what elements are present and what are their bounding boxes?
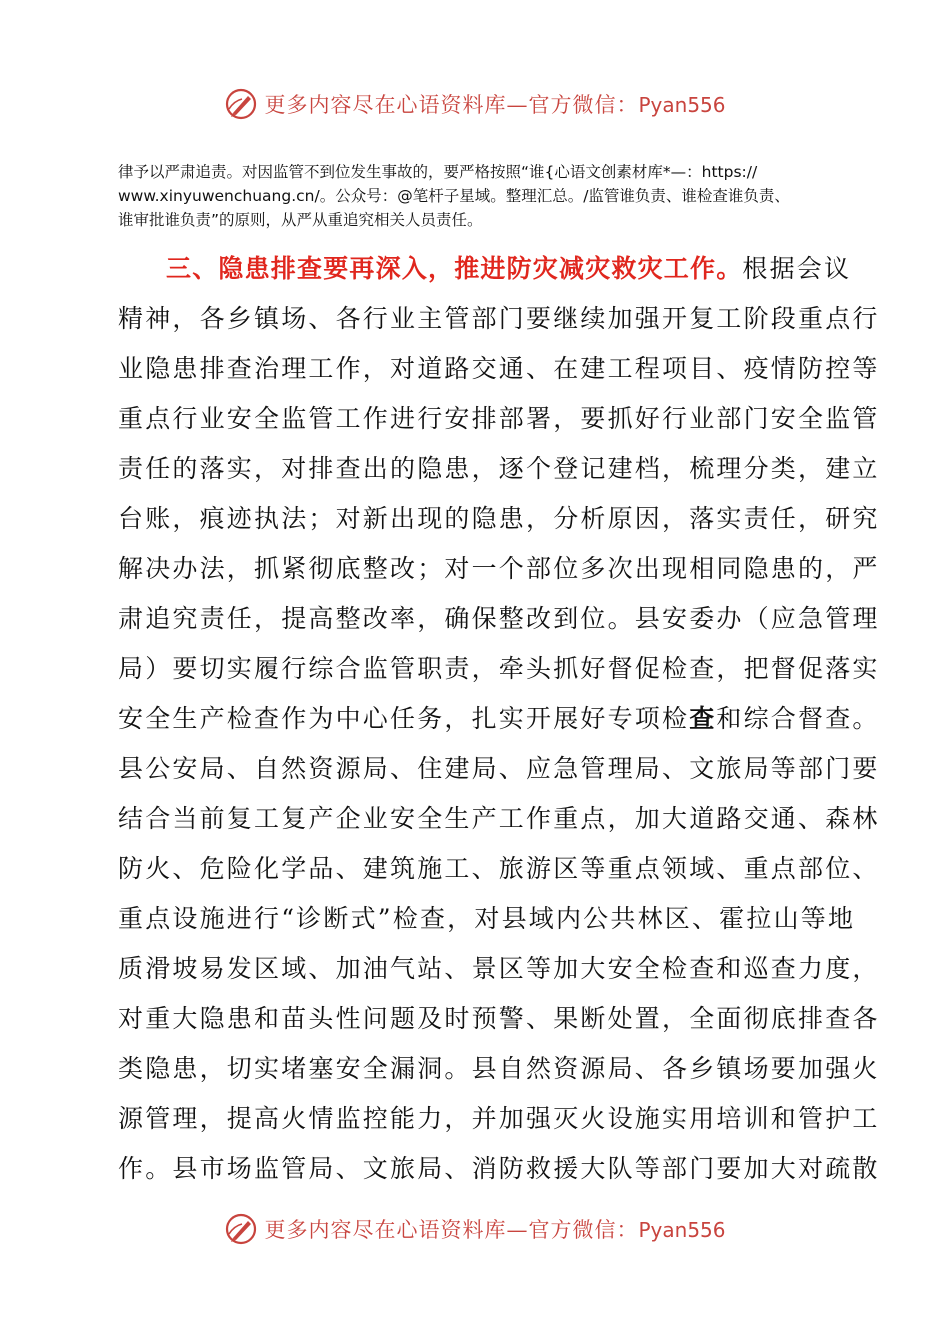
- body-line: 台账，痕迹执法；对新出现的隐患，分析原因，落实责任，研究: [118, 504, 880, 533]
- body-line: 防火、危险化学品、建筑施工、旅游区等重点领域、重点部位、: [118, 854, 880, 883]
- body-line: 源管理，提高火情监控能力，并加强灭火设施实用培训和管护工: [118, 1104, 880, 1133]
- section-body: [118, 244, 880, 1194]
- body-line: 县公安局、自然资源局、住建局、应急管理局、文旅局等部门要: [118, 754, 880, 783]
- body-line: 对重大隐患和苗头性问题及时预警、果断处置，全面彻底排查各: [118, 1004, 880, 1033]
- body-line: 质滑坡易发区域、加油气站、景区等加大安全检查和巡查力度，: [118, 954, 880, 983]
- intro-line: 律予以严肃追责。对因监管不到位发生事故的，要严格按照“谁{心语文创素材库*—：https://: [118, 163, 758, 181]
- section-first-line-rest: 根据会议: [742, 254, 852, 283]
- intro-line: www.xinyuwenchuang.cn/。公众号：@笔杆子星域。整理汇总。/监管谁负责、谁检查谁负责、: [118, 187, 790, 205]
- body-line: 类隐患，切实堵塞安全漏洞。县自然资源局、各乡镇场要加强火: [118, 1054, 880, 1083]
- body-line: 解决办法，抓紧彻底整改；对一个部位多次出现相同隐患的，严: [118, 554, 880, 583]
- banner-wechat-id: Pyan556: [638, 93, 726, 117]
- pen-logo-icon: [224, 87, 258, 121]
- intro-paragraph: [118, 160, 840, 232]
- footer-watermark-banner: [0, 1209, 950, 1249]
- body-line-part: 和综合督查。: [716, 704, 880, 733]
- banner-text: 更多内容尽在心语资料库—官方微信：Pyan556: [264, 93, 726, 117]
- banner-wechat-id: Pyan556: [638, 1218, 726, 1242]
- body-line: 责任的落实，对排查出的隐患，逐个登记建档，梳理分类，建立: [118, 454, 880, 483]
- body-line: 结合当前复工复产企业安全生产工作重点，加大道路交通、森林: [118, 804, 880, 833]
- section-heading: 三、隐患排查要再深入，推进防灾减灾救灾工作。: [166, 254, 743, 283]
- body-line: [118, 694, 880, 744]
- body-line: 精神，各乡镇场、各行业主管部门要继续加强开复工阶段重点行: [118, 304, 880, 333]
- intro-line: 谁审批谁负责”的原则，从严从重追究相关人员责任。: [118, 211, 483, 229]
- body-line: 重点行业安全监管工作进行安排部署，要抓好行业部门安全监管: [118, 404, 880, 433]
- body-line: 局）要切实履行综合监管职责，牵头抓好督促检查，把督促落实: [118, 654, 880, 683]
- body-line-bold-char: 查: [689, 704, 717, 733]
- body-line-part: 安全生产检查作为中心任务，扎实开展好专项检: [118, 704, 690, 733]
- section-first-line: [118, 244, 852, 294]
- header-watermark-banner: [0, 84, 950, 124]
- pen-logo-icon: [224, 1212, 258, 1246]
- banner-text: 更多内容尽在心语资料库—官方微信：Pyan556: [264, 1218, 726, 1242]
- body-line: 重点设施进行“诊断式”检查，对县域内公共林区、霍拉山等地: [118, 904, 856, 933]
- body-line: 业隐患排查治理工作，对道路交通、在建工程项目、疫情防控等: [118, 354, 880, 383]
- body-line: 肃追究责任，提高整改率，确保整改到位。县安委办（应急管理: [118, 604, 880, 633]
- body-line: 作。县市场监管局、文旅局、消防救援大队等部门要加大对疏散: [118, 1154, 880, 1183]
